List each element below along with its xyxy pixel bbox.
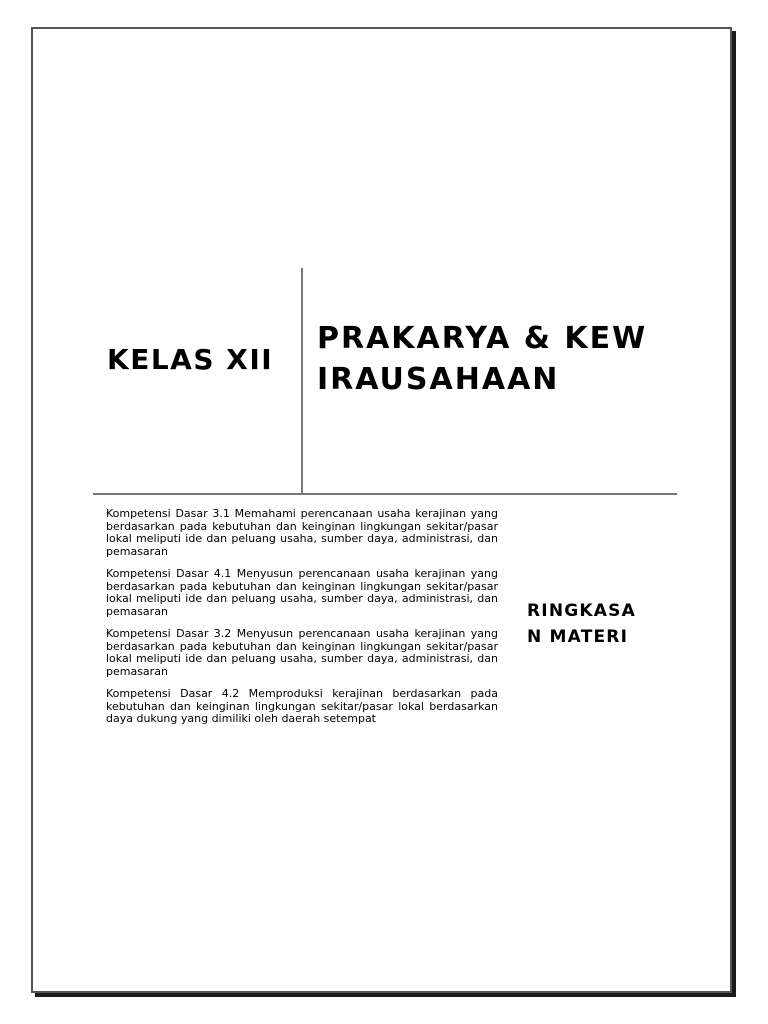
competency-item: Kompetensi Dasar 3.1 Memahami perencanaan usaha kerajinan yang berdasarkan pada kebutuhan dan keinginan lingkungan sekitar/pasar lokal meliputi ide dan peluang usaha, sumber daya, administrasi, dan pemasaran: [106, 507, 498, 558]
competency-item: Kompetensi Dasar 4.1 Menyusun perencanaan usaha kerajinan yang berdasarkan pada kebutuhan dan keinginan lingkungan sekitar/pasar lokal meliputi ide dan peluang usaha, sumber daya, administrasi, dan pemasaran: [106, 567, 498, 618]
subject-title: PRAKARYA & KEWIRAUSAHAAN: [317, 321, 648, 397]
section-label: RINGKASAN MATERI: [527, 601, 636, 647]
vertical-divider: [301, 268, 303, 494]
horizontal-divider: [93, 493, 677, 495]
competency-item: Kompetensi Dasar 3.2 Menyusun perencanaan usaha kerajinan yang berdasarkan pada kebutuhan dan keinginan lingkungan sekitar/pasar lokal meliputi ide dan peluang usaha, sumber daya, administrasi, dan pemasaran: [106, 627, 498, 678]
competency-list: [106, 508, 498, 736]
class-label: KELAS XII: [107, 343, 274, 376]
competency-item: Kompetensi Dasar 4.2 Memproduksi kerajinan berdasarkan pada kebutuhan dan keinginan lingkungan sekitar/pasar lokal berdasarkan daya dukung yang dimiliki oleh daerah setempat: [106, 687, 498, 725]
